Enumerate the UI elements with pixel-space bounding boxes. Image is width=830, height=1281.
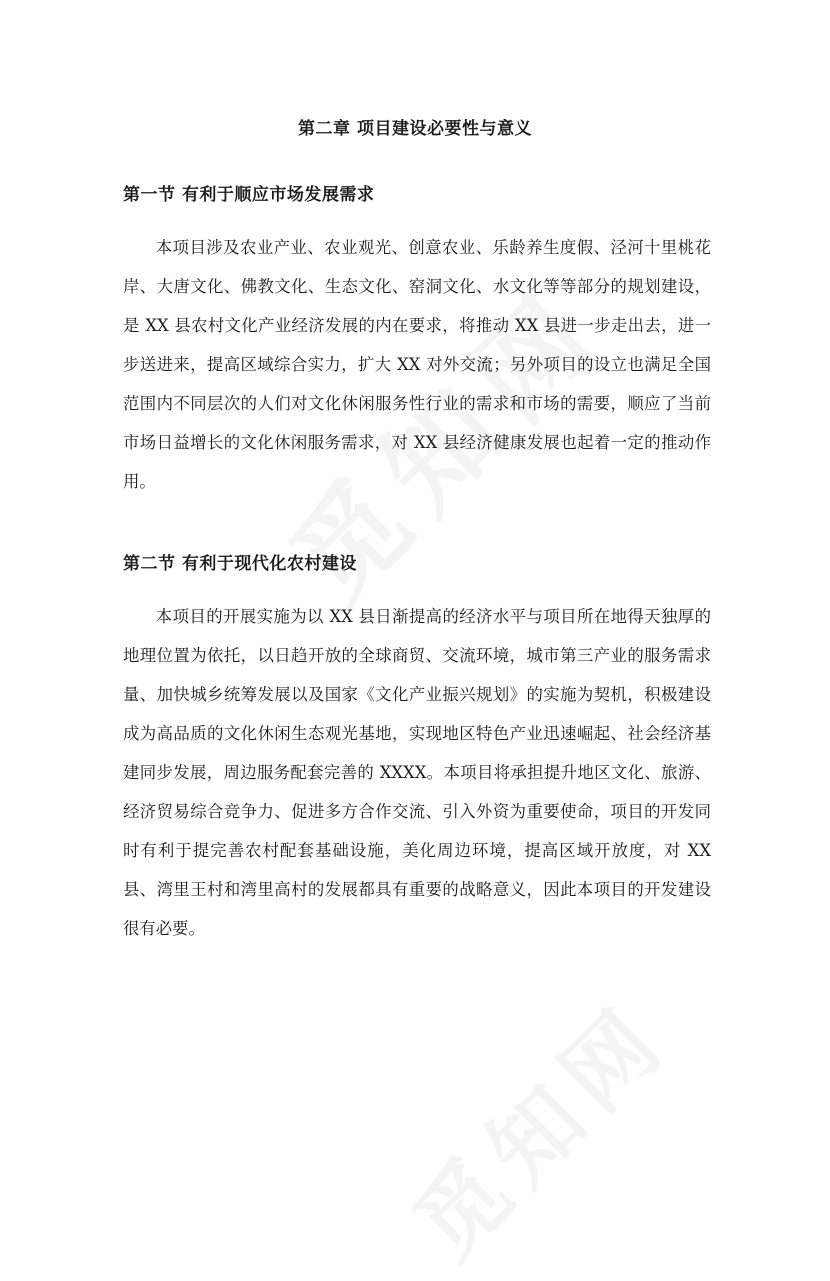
section-heading-1: 第一节 有利于顺应市场发展需求 — [123, 185, 375, 205]
section-heading-2: 第二节 有利于现代化农村建设 — [123, 554, 357, 574]
section-paragraph-1: 本项目涉及农业产业、农业观光、创意农业、乐龄养生度假、泾河十里桃花岸、大唐文化、佛教文化、生态文化、窑洞文化、水文化等等部分的规划建设，是 XX 县农村文化产业经济发展的内在要求，将推动 XX 县进一步走出去，进一步送进来，提高区域综合实力，扩大 XX 对外交流；另外项目的设立也满足全国范围内不同层次的人们对文化休闲服务性行业的需求和市场的需要，顺应了当前市场日益增长的文化休闲服务需求，对 XX 县经济健康发展也起着一定的推动作用。 — [123, 238, 711, 491]
chapter-title: 第二章 项目建设必要性与意义 — [298, 119, 532, 139]
watermark-lower — [380, 969, 693, 1281]
section-paragraph-2: 本项目的开展实施为以 XX 县日渐提高的经济水平与项目所在地得天独厚的地理位置为依托，以日趋开放的全球商贸、交流环境，城市第三产业的服务需求量、加快城乡统筹发展以及国家《文化产业振兴规划》的实施为契机，积极建设成为高品质的文化休闲生态观光基地，实现地区特色产业迅速崛起、社会经济基建同步发展，周边服务配套完善的 XXXX。本项目将承担提升地区文化、旅游、经济贸易综合竞争力、促进多方合作交流、引入外资为重要使命，项目的开发同时有利于提完善农村配套基础设施，美化周边环境，提高区域开放度，对 XX 县、湾里王村和湾里高村的发展都具有重要的战略意义，因此本项目的开发建设很有必要。 — [123, 607, 711, 938]
